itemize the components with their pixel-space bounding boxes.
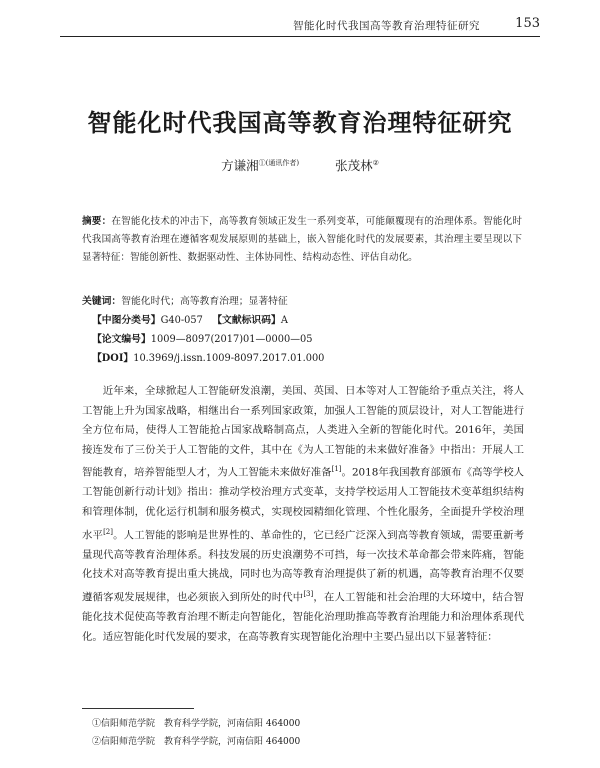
abstract [82, 213, 522, 267]
keywords [82, 293, 288, 307]
author-1-note: ①(通讯作者) [258, 158, 300, 167]
article-number-label: 【论文编号】 [92, 334, 151, 345]
page-number: 153 [515, 16, 540, 31]
doi-line [92, 350, 324, 364]
citation-1: [1] [331, 465, 342, 474]
author-2-note: ② [372, 158, 379, 167]
header-rule [60, 36, 540, 37]
keywords-text: 智能化时代；高等教育治理；显著特征 [121, 296, 288, 307]
author-1: 方谦湘 [221, 158, 259, 173]
article-number-value: 1009—8097(2017)01—0000—05 [150, 334, 313, 345]
footnote-rule [82, 708, 194, 709]
running-title: 智能化时代我国高等教育治理特征研究 [293, 20, 480, 32]
article-number-line [92, 331, 312, 345]
body-text-3: 。人工智能的影响是世界性的、革命性的，它已经广泛深入到高等教育领域，需要重新考量现代高等教育治理体系。科技发展的历史浪潮势不可挡，每一次技术革命都会带来阵痛，智能化技术对高等教育提出重大挑战，同时也为高等教育治理提供了新的机遇，高等教育治理不仅要遵循客观发展规律，也必须嵌入到所处的时代中 [82, 529, 524, 604]
author-2: 张茂林 [335, 158, 373, 173]
clc-label: 【中图分类号】 [92, 315, 161, 326]
footnote-2: ②信阳师范学院 教育科学学院，河南信阳 464000 [92, 737, 301, 747]
citation-3: [3] [303, 589, 314, 598]
citation-2: [2] [103, 527, 113, 536]
doi-value: 10.3969/j.issn.1009-8097.2017.01.000 [133, 353, 325, 364]
author-line [0, 156, 600, 174]
body-text-1: 近年来，全球掀起人工智能研发浪潮，美国、英国、日本等对人工智能给予重点关注，将人工智能上升为国家战略，相继出台一系列国家政策，加强人工智能的顶层设计，对人工智能进行全方位布局，使得人工智能抢占国家战略制高点，人类进入全新的智能化时代。2016年，美国接连发布了三份关于人工智能的文件，其中在《为人工智能的未来做好准备》中指出：开展人工智能教育，培养智能型人才，为人工智能未来做好准备 [82, 385, 524, 479]
paper-title: 智能化时代我国高等教育治理特征研究 [87, 108, 513, 137]
classification-line [92, 312, 288, 326]
abstract-label: 摘要： [82, 216, 112, 227]
doi-label: 【DOI】 [92, 353, 134, 364]
page-header [60, 18, 540, 38]
doc-code-value: A [280, 315, 288, 326]
abstract-text: 在智能化技术的冲击下，高等教育领域正发生一系列变革，可能颠覆现有的治理体系。智能化时代我国高等教育治理在遵循客观发展原则的基础上，嵌入智能化时代的发展要素，其治理主要呈现以下显著特征：智能创新性、数据驱动性、主体协同性、结构动态性、评估自动化。 [82, 216, 523, 263]
body-text-4: ，在人工智能和社会治理的大环境中，结合智能化技术促使高等教育治理不断走向智能化，智能化治理助推高等教育治理能力和治理体系现代化。适应智能化时代发展的要求，在高等教育实现智能化治理中主要凸显出以下显著特征： [82, 591, 525, 643]
keywords-label: 关键词： [82, 296, 122, 307]
footnote-1: ①信阳师范学院 教育科学学院，河南信阳 464000 [92, 719, 301, 729]
body-text-2: 。2018年我国教育部颁布《高等学校人工智能创新行动计划》指出：推动学校治理方式变革，支持学校运用人工智能技术变革组织结构和管理体制，优化运行机制和服务模式，实现校园精细化管理、个性化服务，全面提升学校治理水平 [82, 466, 524, 542]
clc-value: G40-057 [160, 315, 203, 326]
body-paragraph [82, 382, 524, 647]
doc-code-label: 【文献标识码】 [212, 315, 281, 326]
